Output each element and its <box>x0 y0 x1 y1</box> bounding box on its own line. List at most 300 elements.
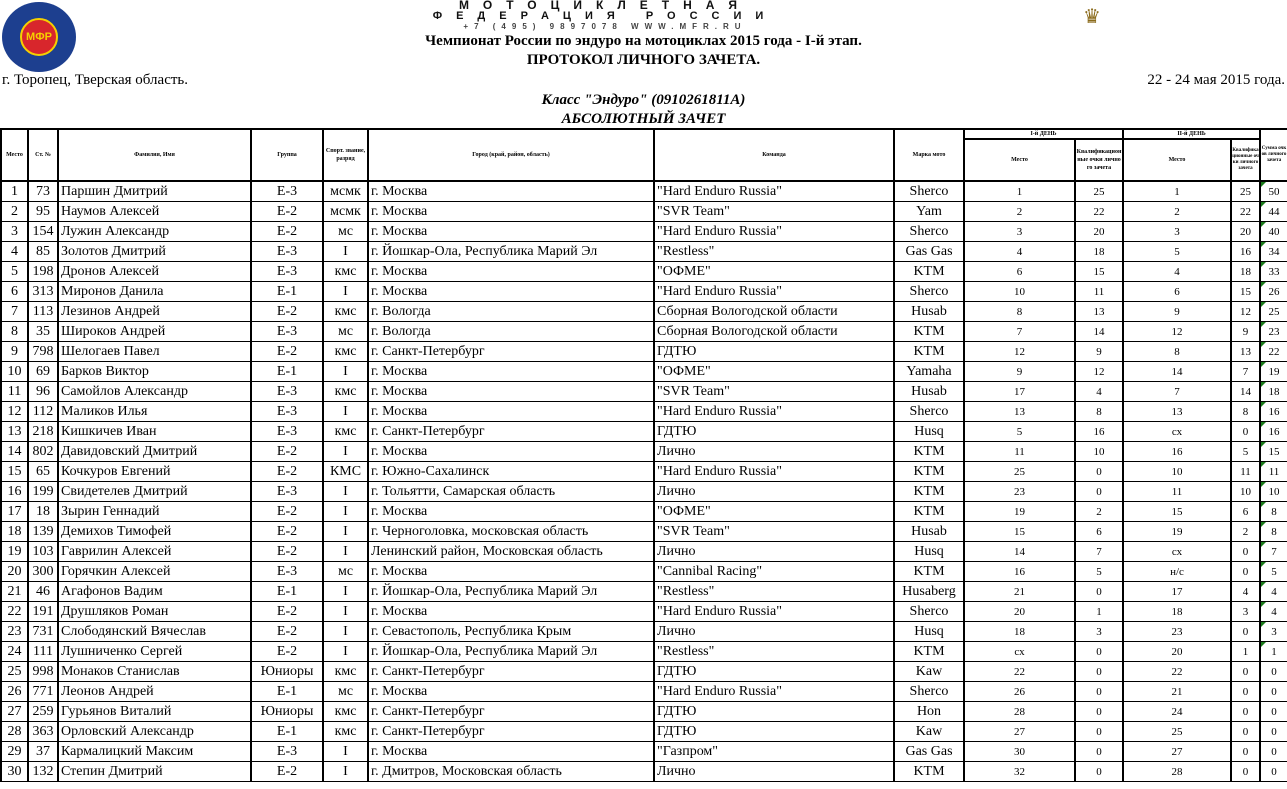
cell-text: 8 <box>11 323 18 339</box>
cell-text: 16 <box>1268 405 1280 418</box>
cell-text: 4 <box>1016 245 1023 258</box>
cell-text: 20 <box>1014 605 1025 618</box>
cell-day1-points <box>1075 482 1123 502</box>
cell-city <box>368 302 654 322</box>
cell-group <box>251 582 323 602</box>
cell-text: Gas Gas <box>905 243 953 259</box>
cell-city <box>368 702 654 722</box>
cell-text: 802 <box>32 443 54 459</box>
cell-text: г. Москва <box>371 743 428 759</box>
cell-city <box>368 402 654 422</box>
cell-name <box>58 622 251 642</box>
cell-text: кмс <box>334 263 357 279</box>
cell-day2-points <box>1231 262 1260 282</box>
cell-text: сх <box>1171 425 1183 438</box>
cell-place <box>1 622 28 642</box>
cell-text: Sherco <box>909 283 949 299</box>
cell-text: 0 <box>1242 625 1249 638</box>
cell-rank <box>323 242 368 262</box>
cell-rank <box>323 522 368 542</box>
cell-day1-points <box>1075 202 1123 222</box>
cell-text: Husaberg <box>902 583 956 599</box>
cell-text: 7 <box>1242 365 1249 378</box>
cell-day2-place <box>1123 462 1231 482</box>
cell-moto <box>894 662 964 682</box>
cell-text: 25 <box>1240 185 1251 198</box>
cell-name <box>58 462 251 482</box>
table-row <box>1 302 1287 322</box>
cell-day2-place <box>1123 202 1231 222</box>
cell-text: Sherco <box>909 183 949 199</box>
cell-text: "Hard Enduro Russia" <box>657 463 782 479</box>
cell-day2-place <box>1123 242 1231 262</box>
cell-text: "SVR Team" <box>657 383 730 399</box>
comment-marker-icon <box>1261 562 1266 567</box>
comment-marker-icon <box>1261 242 1266 247</box>
cell-total <box>1260 482 1287 502</box>
cell-day1-place <box>964 722 1075 742</box>
cell-team <box>654 302 894 322</box>
cell-text: 37 <box>36 743 50 759</box>
cell-text: Самойлов Александр <box>61 383 188 399</box>
cell-moto <box>894 462 964 482</box>
cell-text: 24 <box>7 643 22 659</box>
cell-text: 13 <box>7 423 22 439</box>
cell-day2-points <box>1231 322 1260 342</box>
cell-day1-place <box>964 202 1075 222</box>
cell-day2-place <box>1123 362 1231 382</box>
cell-total <box>1260 682 1287 702</box>
cell-moto <box>894 602 964 622</box>
cell-total <box>1260 742 1287 762</box>
cell-text: 0 <box>1271 685 1277 698</box>
cell-text: 10 <box>1240 485 1251 498</box>
cell-text: 3 <box>1271 625 1277 638</box>
cell-text: Горячкин Алексей <box>61 563 171 579</box>
cell-text: кмс <box>334 383 357 399</box>
cell-name <box>58 562 251 582</box>
cell-text: 0 <box>1096 705 1102 718</box>
cell-text: 0 <box>1096 465 1102 478</box>
cell-day1-points <box>1075 402 1123 422</box>
cell-day1-points <box>1075 642 1123 662</box>
cell-total <box>1260 502 1287 522</box>
cell-text: 113 <box>32 303 54 319</box>
cell-city <box>368 502 654 522</box>
table-row <box>1 582 1287 602</box>
cell-text: I <box>343 283 348 299</box>
table-row <box>1 702 1287 722</box>
cell-text: 3 <box>1242 605 1249 618</box>
cell-text: мс <box>337 223 354 239</box>
cell-day2-place <box>1123 662 1231 682</box>
event-dates: 22 - 24 мая 2015 года. <box>1147 72 1285 88</box>
cell-text: 9 <box>1242 325 1249 338</box>
cell-number <box>28 382 58 402</box>
cell-day2-points <box>1231 222 1260 242</box>
cell-text: E-2 <box>276 543 298 559</box>
cell-text: г. Санкт-Петербург <box>371 703 485 719</box>
cell-day2-points <box>1231 642 1260 662</box>
cell-day2-points <box>1231 762 1260 782</box>
cell-name <box>58 202 251 222</box>
table-row <box>1 762 1287 782</box>
cell-text: г. Черноголовка, московская область <box>371 523 589 539</box>
cell-text: Леонов Андрей <box>61 683 154 699</box>
cell-text: 0 <box>1096 485 1102 498</box>
cell-text: 15 <box>7 463 22 479</box>
cell-group <box>251 362 323 382</box>
cell-text: 798 <box>32 343 54 359</box>
cell-city <box>368 242 654 262</box>
cell-text: E-3 <box>276 183 298 199</box>
cell-day2-points <box>1231 542 1260 562</box>
cell-day2-place <box>1123 542 1231 562</box>
cell-text: 10 <box>1093 445 1105 458</box>
cell-day1-points <box>1075 222 1123 242</box>
cell-moto <box>894 362 964 382</box>
cell-day2-place <box>1123 282 1231 302</box>
cell-moto <box>894 642 964 662</box>
cell-total <box>1260 562 1287 582</box>
cell-place <box>1 322 28 342</box>
cell-text: 17 <box>1171 585 1183 598</box>
cell-day1-place <box>964 622 1075 642</box>
cell-moto <box>894 702 964 722</box>
cell-day2-place <box>1123 762 1231 782</box>
cell-text: г. Москва <box>371 563 428 579</box>
cell-text: 0 <box>1096 665 1102 678</box>
cell-text: 22 <box>1268 345 1280 358</box>
cell-text: г. Йошкар-Ола, Республика Марий Эл <box>371 583 598 599</box>
cell-day2-place <box>1123 642 1231 662</box>
comment-marker-icon <box>1261 402 1266 407</box>
cell-text: "Hard Enduro Russia" <box>657 183 782 199</box>
cell-text: E-2 <box>276 223 298 239</box>
banner-line: ФЕДЕРАЦИЯ РОССИИ <box>432 10 778 22</box>
cell-text: 12 <box>1240 305 1251 318</box>
cell-number <box>28 222 58 242</box>
cell-text: Yamaha <box>906 363 952 379</box>
cell-text: 0 <box>1242 685 1249 698</box>
cell-team <box>654 722 894 742</box>
cell-total <box>1260 342 1287 362</box>
cell-text: 0 <box>1096 745 1102 758</box>
table-row <box>1 382 1287 402</box>
cell-day1-points <box>1075 302 1123 322</box>
cell-text: кмс <box>334 663 357 679</box>
cell-moto <box>894 282 964 302</box>
cell-text: 1 <box>11 183 18 199</box>
cell-text: 18 <box>1171 605 1183 618</box>
cell-text: I <box>343 763 348 779</box>
cell-city <box>368 642 654 662</box>
cell-day2-points <box>1231 582 1260 602</box>
cell-text: "SVR Team" <box>657 203 730 219</box>
cell-text: 17 <box>1014 385 1025 398</box>
cell-text: "Restless" <box>657 243 715 259</box>
cell-text: 22 <box>1014 665 1025 678</box>
cell-text: 13 <box>1240 345 1251 358</box>
cell-text: 0 <box>1242 745 1249 758</box>
cell-moto <box>894 482 964 502</box>
cell-text: 32 <box>1014 765 1025 778</box>
cell-text: 0 <box>1096 645 1102 658</box>
cell-number <box>28 602 58 622</box>
cell-group <box>251 522 323 542</box>
comment-marker-icon <box>1261 522 1266 527</box>
cell-number <box>28 722 58 742</box>
cell-team <box>654 382 894 402</box>
cell-text: 998 <box>32 663 54 679</box>
cell-place <box>1 402 28 422</box>
cell-total <box>1260 362 1287 382</box>
cell-day1-points <box>1075 582 1123 602</box>
cell-moto <box>894 582 964 602</box>
cell-total <box>1260 302 1287 322</box>
cell-text: "Газпром" <box>657 743 719 759</box>
comment-marker-icon <box>1261 502 1266 507</box>
cell-place <box>1 482 28 502</box>
cell-day2-place <box>1123 742 1231 762</box>
cell-name <box>58 662 251 682</box>
cell-moto <box>894 402 964 422</box>
cell-rank <box>323 602 368 622</box>
cell-text: Маликов Илья <box>61 403 148 419</box>
cell-moto <box>894 502 964 522</box>
cell-text: 112 <box>32 403 54 419</box>
cell-text: г. Москва <box>371 203 428 219</box>
cell-group <box>251 222 323 242</box>
table-row <box>1 462 1287 482</box>
table-row <box>1 362 1287 382</box>
cell-moto <box>894 382 964 402</box>
cell-text: 0 <box>1096 725 1102 738</box>
cell-team <box>654 662 894 682</box>
cell-text: Gas Gas <box>905 743 953 759</box>
cell-text: мсмк <box>330 183 361 199</box>
cell-place <box>1 582 28 602</box>
cell-rank <box>323 382 368 402</box>
cell-text: Шелогаев Павел <box>61 343 160 359</box>
cell-text: 8 <box>1016 305 1023 318</box>
cell-text: 4 <box>1271 585 1277 598</box>
cell-team <box>654 282 894 302</box>
cell-team <box>654 362 894 382</box>
cell-team <box>654 462 894 482</box>
cell-day2-points <box>1231 202 1260 222</box>
cell-number <box>28 462 58 482</box>
cell-group <box>251 342 323 362</box>
cell-text: 10 <box>1014 285 1025 298</box>
cell-text: KTM <box>913 263 945 279</box>
cell-text: E-3 <box>276 423 298 439</box>
cell-text: г. Санкт-Петербург <box>371 343 485 359</box>
cell-number <box>28 482 58 502</box>
cell-text: KTM <box>913 343 945 359</box>
cell-text: г. Санкт-Петербург <box>371 663 485 679</box>
cell-rank <box>323 282 368 302</box>
cell-number <box>28 322 58 342</box>
cell-text: 0 <box>1271 765 1277 778</box>
cell-number <box>28 562 58 582</box>
cell-text: 26 <box>1014 685 1025 698</box>
cell-group <box>251 462 323 482</box>
cell-text: "Hard Enduro Russia" <box>657 683 782 699</box>
cell-day1-place <box>964 242 1075 262</box>
cell-text: 23 <box>1171 625 1183 638</box>
cell-group <box>251 242 323 262</box>
cell-city <box>368 602 654 622</box>
cell-text: 132 <box>32 763 54 779</box>
cell-group <box>251 742 323 762</box>
comment-marker-icon <box>1261 462 1266 467</box>
cell-rank <box>323 702 368 722</box>
cell-day1-place <box>964 742 1075 762</box>
cell-place <box>1 202 28 222</box>
cell-text: E-2 <box>276 203 298 219</box>
cell-team <box>654 502 894 522</box>
cell-text: кмс <box>334 303 357 319</box>
cell-text: KTM <box>913 443 945 459</box>
cell-text: 35 <box>36 323 50 339</box>
cell-total <box>1260 642 1287 662</box>
col-team: Команда <box>654 129 894 181</box>
cell-rank <box>323 181 368 202</box>
cell-rank <box>323 462 368 482</box>
cell-text: 0 <box>1271 705 1277 718</box>
cell-text: 16 <box>1268 425 1280 438</box>
cell-day1-place <box>964 522 1075 542</box>
cell-text: Лично <box>657 443 696 459</box>
cell-text: 15 <box>1268 445 1280 458</box>
cell-day1-place <box>964 502 1075 522</box>
cell-text: Друшляков Роман <box>61 603 169 619</box>
cell-total <box>1260 542 1287 562</box>
cell-text: Сборная Вологодской области <box>657 323 838 339</box>
comment-marker-icon <box>1261 302 1266 307</box>
cell-text: Yam <box>916 203 942 219</box>
cell-text: г. Москва <box>371 363 428 379</box>
cell-text: KTM <box>913 323 945 339</box>
cell-city <box>368 542 654 562</box>
cell-city <box>368 202 654 222</box>
cell-team <box>654 181 894 202</box>
cell-text: I <box>343 483 348 499</box>
cell-text: I <box>343 523 348 539</box>
cell-text: 771 <box>32 683 54 699</box>
cell-total <box>1260 582 1287 602</box>
cell-name <box>58 722 251 742</box>
cell-name <box>58 642 251 662</box>
cell-text: 23 <box>7 623 22 639</box>
cell-text: E-2 <box>276 523 298 539</box>
cell-text: 0 <box>1242 565 1249 578</box>
cell-text: 218 <box>32 423 54 439</box>
col-place: Место <box>1 129 28 181</box>
cell-day1-points <box>1075 322 1123 342</box>
cell-day2-points <box>1231 422 1260 442</box>
cell-place <box>1 722 28 742</box>
cell-text: 11 <box>1014 445 1025 458</box>
cell-rank <box>323 742 368 762</box>
cell-name <box>58 742 251 762</box>
cell-rank <box>323 422 368 442</box>
cell-text: Ленинский район, Московская область <box>371 543 603 559</box>
cell-rank <box>323 622 368 642</box>
cell-text: 4 <box>1242 585 1249 598</box>
cell-text: 199 <box>32 483 54 499</box>
cell-text: "Hard Enduro Russia" <box>657 603 782 619</box>
document-subtitle: ПРОТОКОЛ ЛИЧНОГО ЗАЧЕТА. <box>526 52 761 68</box>
cell-text: 28 <box>1171 765 1183 778</box>
table-row <box>1 602 1287 622</box>
cell-text: Husab <box>911 383 947 399</box>
cell-text: E-2 <box>276 763 298 779</box>
cell-number <box>28 742 58 762</box>
cell-moto <box>894 622 964 642</box>
cell-text: 16 <box>1093 425 1105 438</box>
col-day1-place: Место <box>964 139 1075 181</box>
cell-text: 6 <box>1016 265 1023 278</box>
cell-text: I <box>343 363 348 379</box>
document-title: Чемпионат России по эндуро на мотоциклах 2015 года - I-й этап. <box>425 33 862 49</box>
cell-day1-place <box>964 382 1075 402</box>
cell-text: "ОФМЕ" <box>657 263 711 279</box>
cell-text: 1 <box>1174 185 1180 198</box>
cell-text: "Cannibal Racing" <box>657 563 763 579</box>
cell-name <box>58 762 251 782</box>
cell-rank <box>323 442 368 462</box>
cell-number <box>28 682 58 702</box>
col-day1: I-й ДЕНЬ <box>964 129 1123 139</box>
cell-text: E-2 <box>276 603 298 619</box>
cell-name <box>58 322 251 342</box>
cell-text: E-1 <box>276 723 298 739</box>
cell-day2-points <box>1231 362 1260 382</box>
cell-text: г. Москва <box>371 283 428 299</box>
cell-text: г. Санкт-Петербург <box>371 423 485 439</box>
cell-text: 8 <box>1271 525 1277 538</box>
cell-text: 1 <box>1271 645 1277 658</box>
cell-name <box>58 522 251 542</box>
cell-rank <box>323 662 368 682</box>
cell-place <box>1 522 28 542</box>
cell-day2-place <box>1123 402 1231 422</box>
cell-text: E-2 <box>276 343 298 359</box>
cell-text: "Hard Enduro Russia" <box>657 403 782 419</box>
cell-team <box>654 702 894 722</box>
cell-text: 6 <box>1174 285 1180 298</box>
cell-text: 5 <box>1016 425 1023 438</box>
cell-day1-points <box>1075 682 1123 702</box>
cell-text: мсмк <box>330 203 361 219</box>
cell-name <box>58 382 251 402</box>
cell-day1-place <box>964 262 1075 282</box>
cell-text: E-2 <box>276 623 298 639</box>
cell-text: г. Йошкар-Ола, Республика Марий Эл <box>371 643 598 659</box>
table-row <box>1 622 1287 642</box>
cell-text: Монаков Станислав <box>61 663 180 679</box>
cell-name <box>58 362 251 382</box>
cell-city <box>368 622 654 642</box>
cell-day1-place <box>964 402 1075 422</box>
cell-text: 15 <box>1171 505 1183 518</box>
cell-total <box>1260 662 1287 682</box>
cell-text: 19 <box>7 543 22 559</box>
cell-text: г. Севастополь, Республика Крым <box>371 623 572 639</box>
cell-text: 20 <box>1171 645 1183 658</box>
